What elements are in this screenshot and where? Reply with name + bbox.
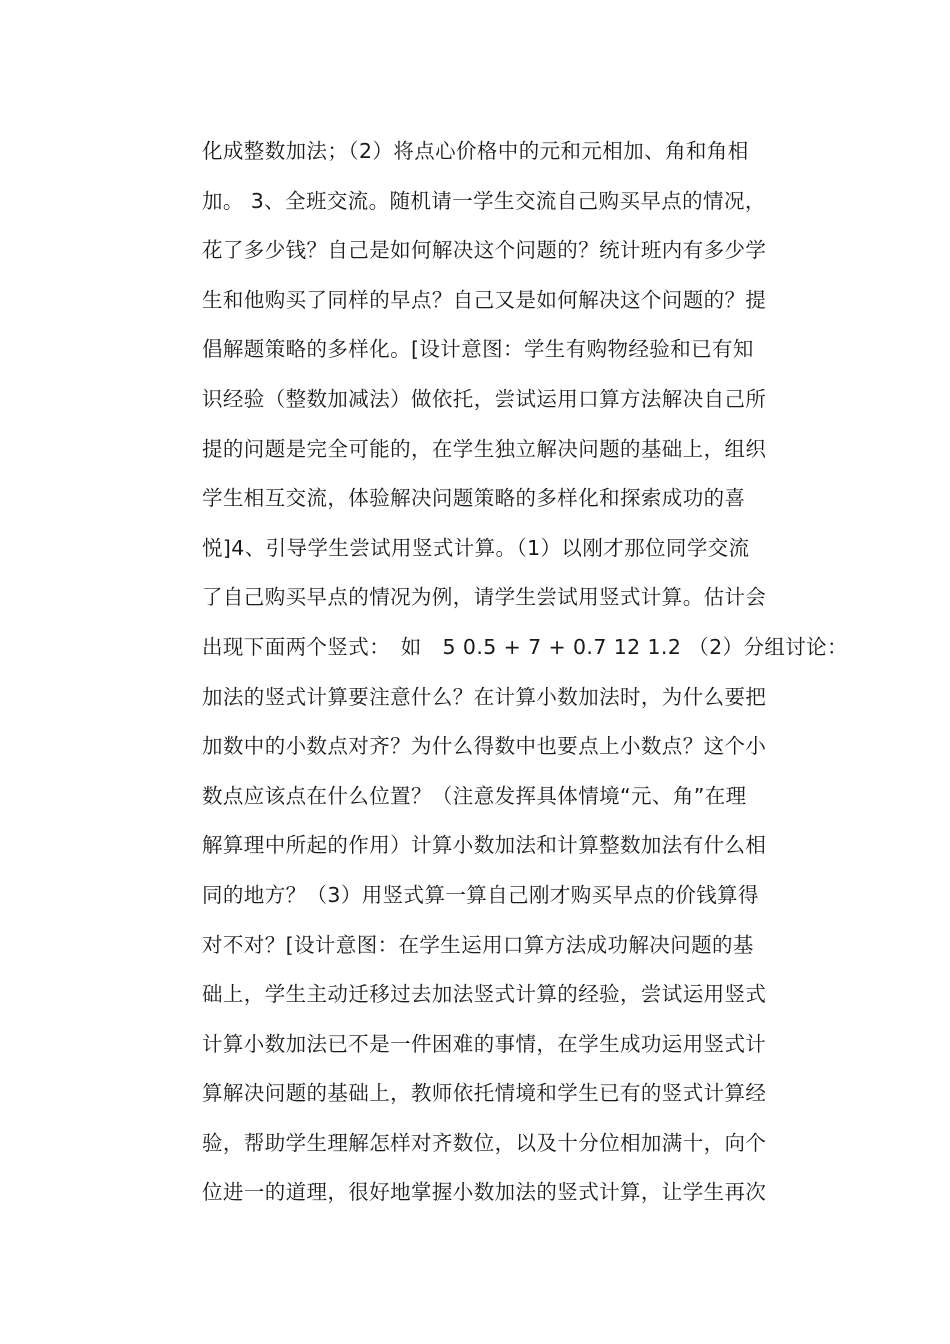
text-line: 悦]4、引导学生尝试用竖式计算。（1）以刚才那位同学交流 bbox=[202, 535, 750, 560]
text-line: 数点应该点在什么位置？（注意发挥具体情境“元、角”在理 bbox=[202, 783, 747, 808]
text-line: 学生相互交流，体验解决问题策略的多样化和探索成功的喜 bbox=[202, 486, 746, 511]
text-line: 加数中的小数点对齐？为什么得数中也要点上小数点？这个小 bbox=[202, 734, 767, 759]
text-line: 花了多少钱？自己是如何解决这个问题的？统计班内有多少学 bbox=[202, 238, 767, 263]
text-line: 计算小数加法已不是一件困难的事情，在学生成功运用竖式计 bbox=[202, 1031, 767, 1056]
text-line: 对不对？[设计意图：在学生运用口算方法成功解决问题的基 bbox=[202, 932, 754, 957]
text-line: 算解决问题的基础上，教师依托情境和学生已有的竖式计算经 bbox=[202, 1081, 767, 1106]
text-line: 验，帮助学生理解怎样对齐数位，以及十分位相加满十，向个 bbox=[202, 1130, 767, 1155]
text-line: 础上，学生主动迁移过去加法竖式计算的经验，尝试运用竖式 bbox=[202, 982, 767, 1007]
text-line: 生和他购买了同样的早点？自己又是如何解决这个问题的？提 bbox=[202, 287, 767, 312]
text-line: 解算理中所起的作用）计算小数加法和计算整数加法有什么相 bbox=[202, 833, 767, 858]
text-line: 出现下面两个竖式： 如 5 0.5 + 7 + 0.7 12 1.2 （2）分组讨论： bbox=[202, 634, 848, 659]
text-line: 了自己购买早点的情况为例，请学生尝试用竖式计算。估计会 bbox=[202, 585, 767, 610]
body-text bbox=[202, 127, 848, 1218]
text-line: 加。 3、全班交流。随机请一学生交流自己购买早点的情况， bbox=[202, 188, 766, 213]
text-line: 化成整数加法；（2）将点心价格中的元和元相加、角和角相 bbox=[202, 139, 749, 163]
text-line: 同的地方？（3）用竖式算一算自己刚才购买早点的价钱算得 bbox=[202, 882, 759, 907]
text-line: 位进一的道理，很好地掌握小数加法的竖式计算，让学生再次 bbox=[202, 1180, 767, 1205]
text-line: 提的问题是完全可能的，在学生独立解决问题的基础上，组织 bbox=[202, 436, 767, 461]
text-line: 加法的竖式计算要注意什么？在计算小数加法时，为什么要把 bbox=[202, 684, 767, 709]
text-line: 识经验（整数加减法）做依托，尝试运用口算方法解决自己所 bbox=[202, 386, 767, 411]
text-line: 倡解题策略的多样化。[设计意图：学生有购物经验和已有知 bbox=[202, 337, 754, 362]
